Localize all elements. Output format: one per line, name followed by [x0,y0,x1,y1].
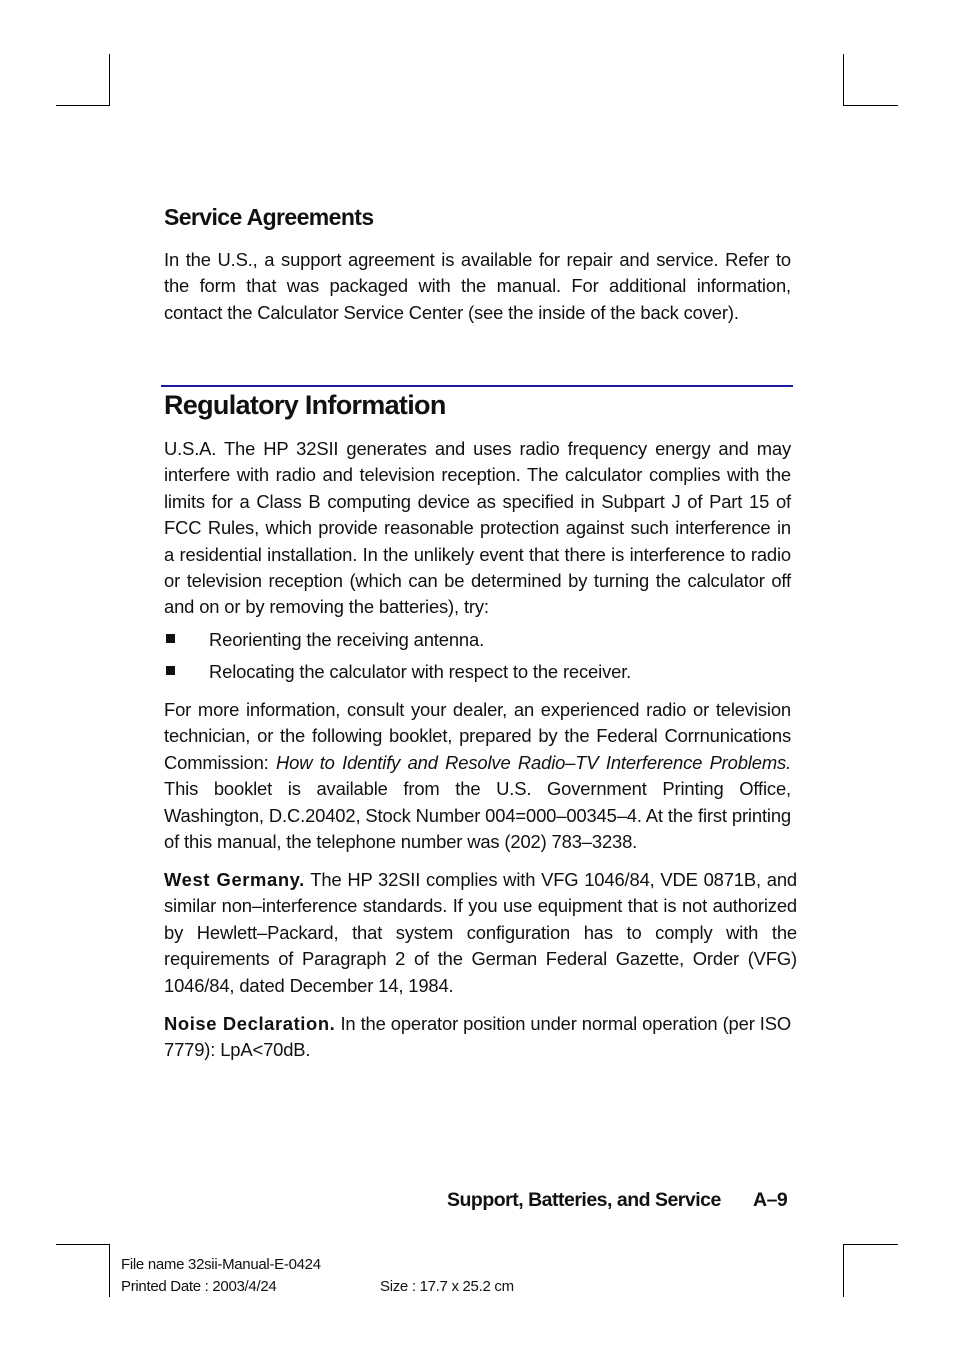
crop-mark-bottom-left-vertical [109,1244,110,1297]
crop-mark-top-left-vertical [109,54,110,106]
west-germany-paragraph [164,867,797,999]
noise-declaration-paragraph [164,1011,791,1064]
more-information-text: For more information, consult your dealer, an experienced radio or television technician, or the following booklet, prepared by the Federal Corrnunications Commission: [164,699,791,773]
service-agreements-section [164,247,791,326]
regulatory-intro-section [164,436,791,621]
crop-mark-bottom-right-horizontal [843,1244,898,1245]
booklet-title: How to Identify and Resolve Radio–TV Interference Problems. [276,751,791,773]
page-size: Size : 17.7 x 25.2 cm [380,1278,514,1295]
crop-mark-bottom-right-vertical [843,1244,844,1297]
crop-mark-bottom-left-horizontal [56,1244,110,1245]
square-bullet-icon [166,634,175,643]
file-name: File name 32sii-Manual-E-0424 [121,1256,321,1273]
noise-declaration-section [164,1011,791,1064]
service-agreements-body: In the U.S., a support agreement is available for repair and service. Refer to the form that was packaged with the manual. For additional information, contact the Calculator Service Center (see the inside of the back cover). [164,249,791,323]
list-item-text: Relocating the calculator with respect to the receiver. [209,661,632,682]
regulatory-information-heading: Regulatory Information [164,390,446,420]
west-germany-section [164,867,797,999]
west-germany-text: The HP 32SII complies with VFG 1046/84, VDE 0871B, and similar non–interference standards. If you use equipment that is not authorized by Hewlett–Packard, that system configuration has to comply with the requirements of Paragraph 2 of the German Federal Gazette, Order (VFG) 1046/84, dated December 14, 1984. [164,869,797,996]
more-information-section [164,697,791,855]
section-divider-rule [161,385,793,387]
printed-date: Printed Date : 2003/4/24 [121,1278,277,1295]
crop-mark-top-left-horizontal [56,105,110,106]
square-bullet-icon [166,666,175,675]
crop-mark-top-right-vertical [843,54,844,106]
noise-declaration-text: In the operator position under normal operation (per ISO 7779): LpA<70dB. [164,1013,791,1061]
regulatory-intro-paragraph: U.S.A. The HP 32SII generates and uses radio frequency energy and may interfere with radio and television reception. The calculator complies with the limits for a Class B computing device as specified in Subpart J of Part 15 of FCC Rules, which provide reasonable protection against such interference in a residential installation. In the unlikely event that there is interference to radio or television reception (which can be determined by turning the calculator off and on or by removing the batteries), try: [164,438,791,618]
noise-declaration-label: Noise Declaration. [164,1013,336,1034]
west-germany-label: West Germany. [164,869,305,890]
service-agreements-heading: Service Agreements [164,204,374,230]
footer-section-title: Support, Batteries, and Service [447,1189,721,1211]
page-number: A–9 [753,1189,788,1211]
crop-mark-top-right-horizontal [843,105,898,106]
list-item-text: Reorienting the receiving antenna. [209,629,485,650]
more-information-paragraph [164,697,791,855]
more-information-continuation: This booklet is available from the U.S. Government Printing Office, Washington, D.C.20402, Stock Number 004=000–00345–4. At the first printing of this manual, the telephone number was (202) 783–3238. [164,778,791,853]
